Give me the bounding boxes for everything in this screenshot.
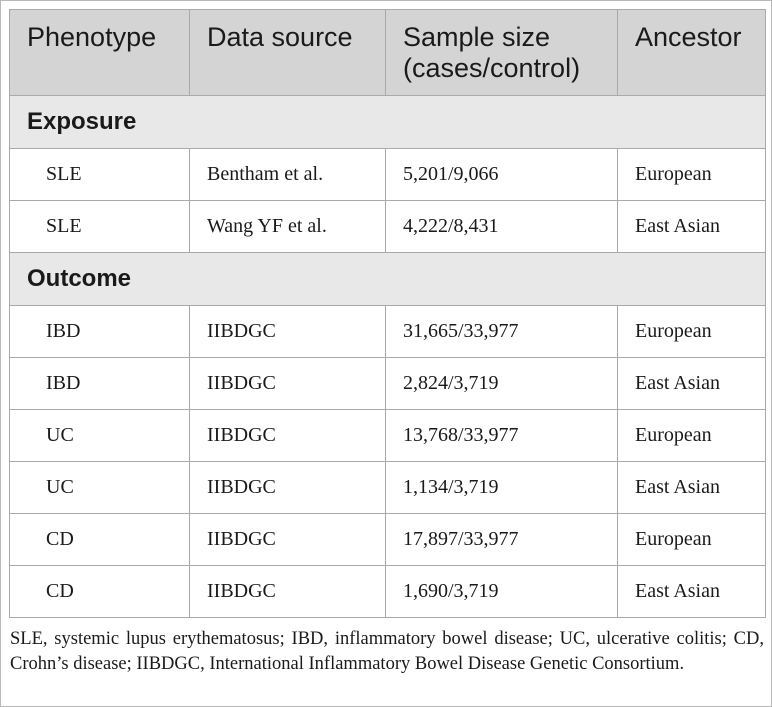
cell-phenotype: CD	[10, 514, 190, 566]
section-row	[10, 96, 766, 149]
table-row	[10, 566, 766, 618]
cell-data-source: IIBDGC	[190, 410, 386, 462]
cell-phenotype: UC	[10, 462, 190, 514]
cell-phenotype: CD	[10, 566, 190, 618]
cell-data-source: IIBDGC	[190, 358, 386, 410]
cell-sample-size: 2,824/3,719	[386, 358, 618, 410]
header-ancestor: Ancestor	[618, 10, 766, 96]
header-data-source: Data source	[190, 10, 386, 96]
cell-phenotype: IBD	[10, 306, 190, 358]
cell-data-source: Bentham et al.	[190, 149, 386, 201]
cell-ancestor: European	[618, 306, 766, 358]
header-phenotype: Phenotype	[10, 10, 190, 96]
cell-ancestor: East Asian	[618, 358, 766, 410]
table-footnote: SLE, systemic lupus erythematosus; IBD, inflammatory bowel disease; UC, ulcerative colitis; CD, Crohn’s disease; IIBDGC, International Inflammatory Bowel Disease Genetic Consortium.	[10, 629, 764, 674]
cell-data-source: IIBDGC	[190, 514, 386, 566]
cell-phenotype: SLE	[10, 149, 190, 201]
cell-phenotype: SLE	[10, 201, 190, 253]
cell-sample-size: 31,665/33,977	[386, 306, 618, 358]
cell-data-source: Wang YF et al.	[190, 201, 386, 253]
table-row	[10, 410, 766, 462]
table-row	[10, 201, 766, 253]
cell-sample-size: 5,201/9,066	[386, 149, 618, 201]
cell-ancestor: European	[618, 514, 766, 566]
table-row	[10, 306, 766, 358]
cell-sample-size: 4,222/8,431	[386, 201, 618, 253]
cell-ancestor: East Asian	[618, 201, 766, 253]
header-sample-size: Sample size (cases/control)	[386, 10, 618, 96]
header-row	[10, 10, 766, 96]
cell-sample-size: 1,134/3,719	[386, 462, 618, 514]
table-row	[10, 462, 766, 514]
section-label-exposure: Exposure	[10, 96, 766, 149]
cell-sample-size: 13,768/33,977	[386, 410, 618, 462]
cell-ancestor: European	[618, 410, 766, 462]
cell-sample-size: 17,897/33,977	[386, 514, 618, 566]
section-label-outcome: Outcome	[10, 253, 766, 306]
table-row	[10, 149, 766, 201]
cell-data-source: IIBDGC	[190, 566, 386, 618]
cell-data-source: IIBDGC	[190, 306, 386, 358]
table-row	[10, 358, 766, 410]
cell-sample-size: 1,690/3,719	[386, 566, 618, 618]
cell-ancestor: European	[618, 149, 766, 201]
table-row	[10, 514, 766, 566]
cell-phenotype: IBD	[10, 358, 190, 410]
section-row	[10, 253, 766, 306]
cell-phenotype: UC	[10, 410, 190, 462]
cell-data-source: IIBDGC	[190, 462, 386, 514]
data-table	[9, 9, 766, 618]
cell-ancestor: East Asian	[618, 462, 766, 514]
cell-ancestor: East Asian	[618, 566, 766, 618]
